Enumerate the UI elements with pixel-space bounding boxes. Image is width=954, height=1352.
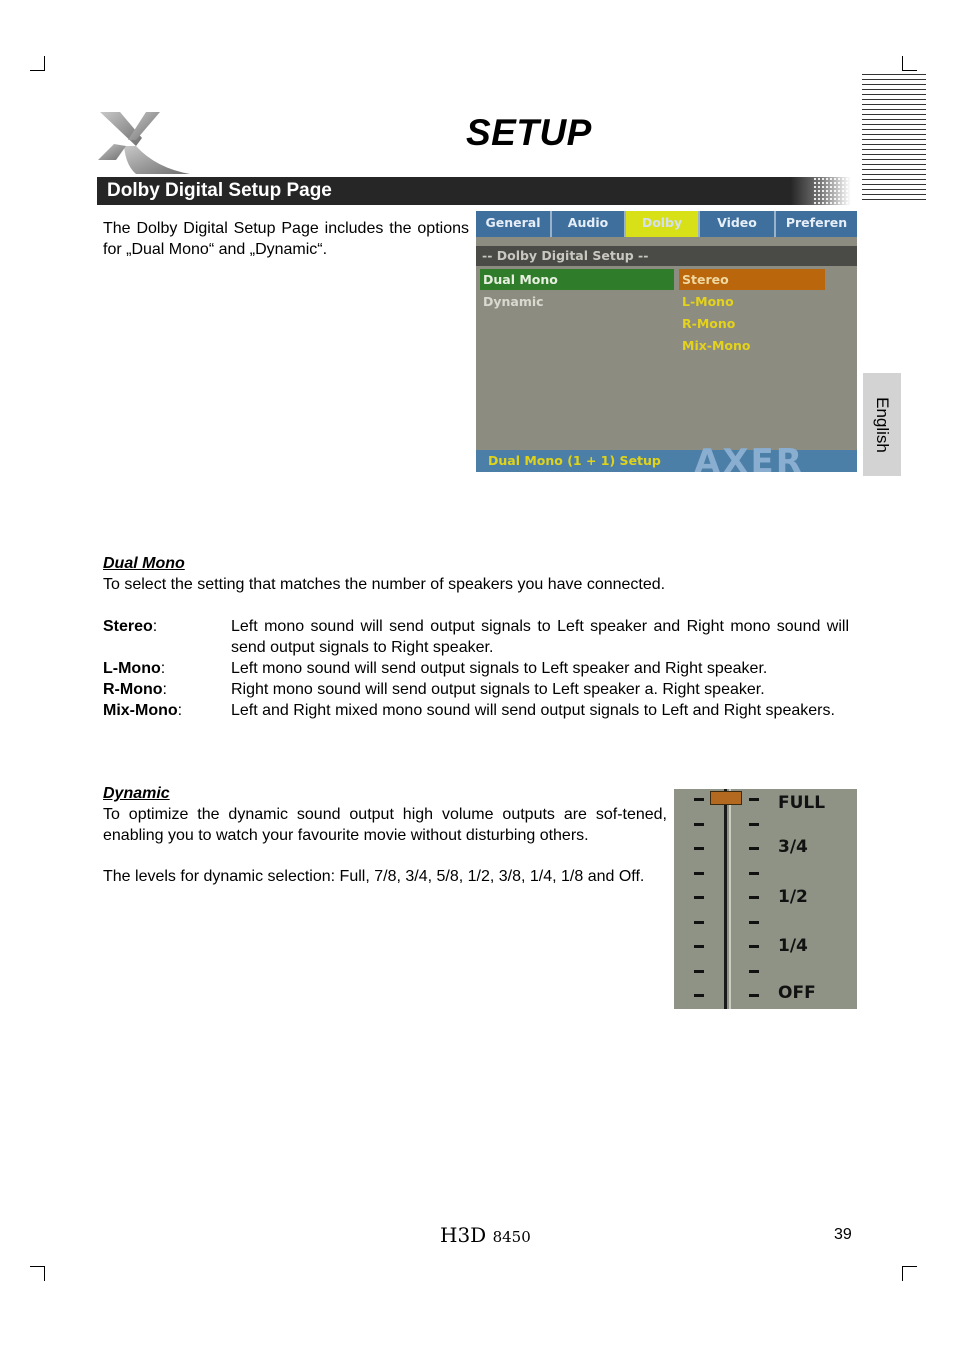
slider-tick xyxy=(749,798,759,801)
slider-tick xyxy=(749,847,759,850)
decorative-stripes xyxy=(862,74,926,200)
osd-row-dynamic: Dynamic xyxy=(483,294,544,309)
model-number: 8450 xyxy=(492,1228,531,1246)
definition-row: Stereo: Left mono sound will send output signals to Left speaker and Right mono sound will send output signals to Right speaker. xyxy=(103,618,849,656)
model-glyph: 3D xyxy=(457,1223,487,1247)
page-title: SETUP xyxy=(466,112,592,153)
slider-tick xyxy=(749,872,759,875)
osd-tab-general: General xyxy=(476,211,552,237)
dual-mono-text: To select the setting that matches the number of speakers you have connected. xyxy=(103,576,666,593)
definition-desc: Right mono sound will send output signals to Left speaker a. Right speaker. xyxy=(231,681,765,698)
osd-tab-dolby: Dolby xyxy=(626,211,700,237)
dynamic-section xyxy=(103,783,667,887)
slider-track-highlight xyxy=(729,789,731,1009)
crop-mark-bottom-right xyxy=(902,1266,917,1281)
slider-tick xyxy=(749,945,759,948)
model-name xyxy=(440,1223,531,1247)
slider-tick xyxy=(749,994,759,997)
slider-tick xyxy=(694,970,704,973)
osd-option-mix-mono: Mix-Mono xyxy=(682,338,751,353)
slider-knob xyxy=(710,791,742,805)
slider-label-full: FULL xyxy=(778,793,826,813)
slider-tick xyxy=(749,823,759,826)
slider-label-1-4: 1/4 xyxy=(778,936,808,956)
osd-option-r-mono: R-Mono xyxy=(682,316,736,331)
slider-tick xyxy=(694,847,704,850)
osd-tab-bar xyxy=(476,211,857,237)
osd-tab-video: Video xyxy=(700,211,776,237)
slider-tick xyxy=(694,896,704,899)
definition-desc: Left mono sound will send output signals to Left speaker and Right mono sound will send output signals to Right speaker. xyxy=(231,618,849,656)
slider-tick xyxy=(694,823,704,826)
slider-tick xyxy=(749,921,759,924)
osd-footer-text: Dual Mono (1 + 1) Setup xyxy=(488,453,661,468)
section-header-pattern xyxy=(813,177,851,205)
slider-tick xyxy=(749,896,759,899)
osd-watermark: AXER xyxy=(694,442,804,472)
dual-mono-heading: Dual Mono xyxy=(103,555,185,572)
slider-track-left xyxy=(724,789,727,1009)
dual-mono-definitions xyxy=(103,616,849,721)
osd-option-l-mono: L-Mono xyxy=(682,294,734,309)
osd-footer-bar xyxy=(476,442,857,472)
crop-mark-top-right xyxy=(902,56,917,71)
slider-label-1-2: 1/2 xyxy=(778,887,808,907)
osd-tab-audio: Audio xyxy=(552,211,626,237)
definition-desc: Left mono sound will send output signals to Left speaker and Right speaker. xyxy=(231,660,768,677)
dynamic-levels-text: The levels for dynamic selection: Full, 7/8, 3/4, 5/8, 1/2, 3/8, 1/4, 1/8 and Off. xyxy=(103,868,645,885)
definition-row: R-Mono: Right mono sound will send output signals to Left speaker a. Right speaker. xyxy=(103,679,849,700)
slider-tick xyxy=(694,994,704,997)
slider-label-off: OFF xyxy=(778,983,816,1003)
section-header xyxy=(97,177,851,205)
definition-desc: Left and Right mixed mono sound will send output signals to Left and Right speakers. xyxy=(231,702,835,719)
slider-tick xyxy=(694,798,704,801)
crop-mark-top-left xyxy=(30,56,45,71)
dynamic-slider-screenshot xyxy=(674,789,857,1009)
slider-tick xyxy=(694,945,704,948)
osd-tab-preferences: Preferen xyxy=(785,215,848,230)
definition-row: L-Mono: Left mono sound will send output signals to Left speaker and Right speaker. xyxy=(103,658,849,679)
dual-mono-section xyxy=(103,553,849,595)
language-tab-label: English xyxy=(873,396,892,453)
definition-term: Stereo xyxy=(103,618,153,635)
page-number: 39 xyxy=(834,1226,852,1243)
slider-tick xyxy=(749,970,759,973)
model-prefix: H xyxy=(440,1223,458,1247)
definition-row: Mix-Mono: Left and Right mixed mono sound will send output signals to Left and Right speakers. xyxy=(103,700,849,721)
osd-option-stereo: Stereo xyxy=(679,269,825,290)
language-tab xyxy=(863,373,901,476)
osd-page-header: -- Dolby Digital Setup -- xyxy=(476,246,857,266)
definition-term: R-Mono xyxy=(103,681,163,698)
intro-block xyxy=(103,218,469,260)
slider-label-3-4: 3/4 xyxy=(778,837,808,857)
slider-tick xyxy=(694,872,704,875)
brand-logo xyxy=(96,110,192,176)
dolby-setup-osd-screenshot xyxy=(476,211,857,472)
definition-term: L-Mono xyxy=(103,660,161,677)
definition-term: Mix-Mono xyxy=(103,702,178,719)
dynamic-text: To optimize the dynamic sound output high volume outputs are sof-tened, enabling you to watch your favourite movie without disturbing others. xyxy=(103,806,667,844)
osd-row-dual-mono: Dual Mono xyxy=(480,269,674,290)
section-title: Dolby Digital Setup Page xyxy=(107,180,332,201)
dynamic-heading: Dynamic xyxy=(103,785,170,802)
slider-tick xyxy=(694,921,704,924)
intro-text: The Dolby Digital Setup Page includes the options for „Dual Mono“ and „Dynamic“. xyxy=(103,220,469,258)
crop-mark-bottom-left xyxy=(30,1266,45,1281)
